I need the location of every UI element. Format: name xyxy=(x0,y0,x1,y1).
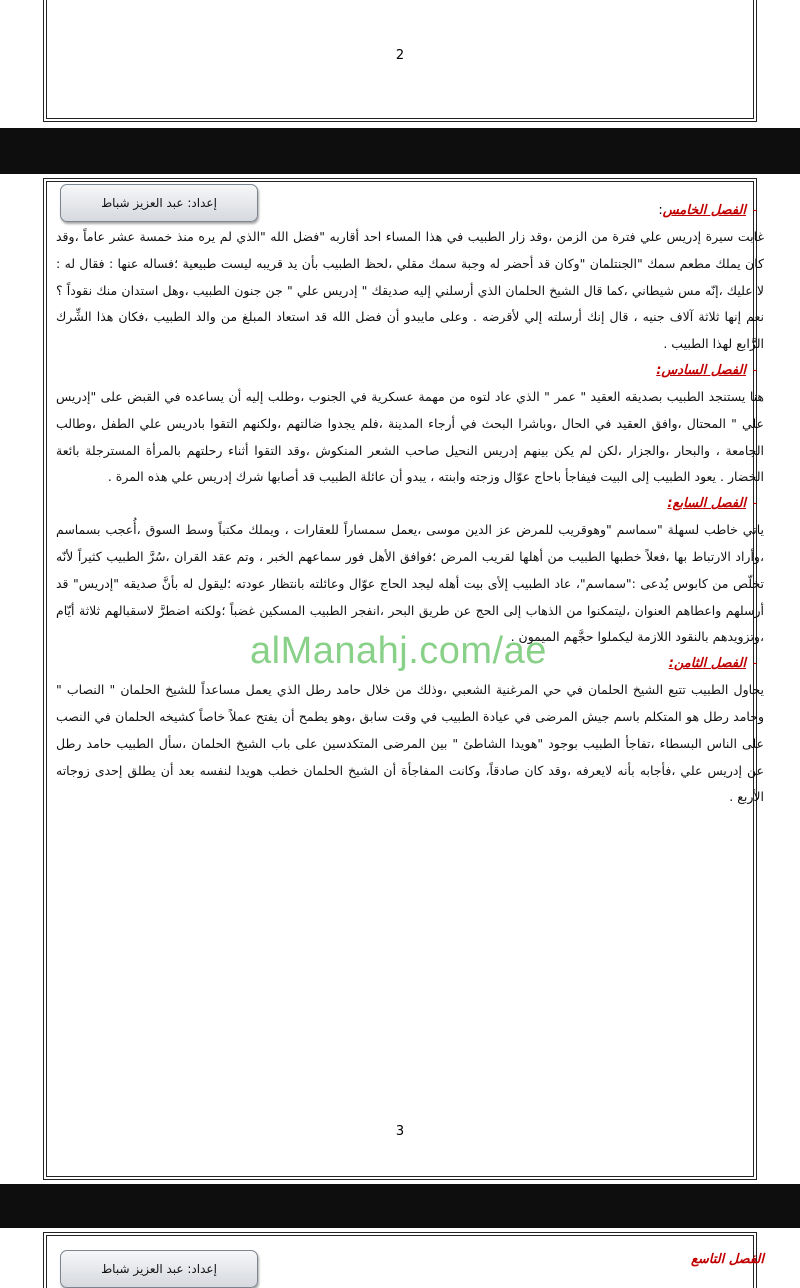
chapter-text: غابت سيرة إدريس علي فترة من الزمن ،وقد زار الطبيب في هذا المساء احد أقاربه "فضل الله "الذي لم يره منذ خمسة عشر عاماً ،وقد كان يملك مطعم سمك "الجنتلمان "وكان قد أحضر له وجبة سمك مقلي ،لحظ الطبيب بأن يد قريبه ليست طبيعية ؛فساله عنها : فقال له : لا عليك ،إنّه مس شيطاني ،كما قال الشيخ الحلمان الذي أرسلني إليه صديقك " إدريس علي " جن جنون الطبيب ،وهل استدان منك نقوداً ؟ نعم إنها ثلاثة آلاف جنيه ، قال إنك أرسلته إلي لأقرضه . وعلى مايبدو أن فضل الله قد استعاد المبلغ من والد الطبيب ،فكان هذا الشِّرك الرَّابع لهذا الطبيب . xyxy=(56,229,764,352)
chapter-heading xyxy=(56,358,764,384)
page-number: 2 xyxy=(395,48,405,63)
list-dash: - xyxy=(752,496,758,512)
chapter-title: الفصل السابع: xyxy=(667,496,746,512)
chapter-text: هنا يستنجد الطبيب بصديقه العقيد " عمر " الذي عاد لتوه من مهمة عسكرية في الجنوب ،وطلب إليه أن يساعده في القبض على "إدريس علي " المحتال ،وافق العقيد في الحال ،وباشرا البحث في أرجاء المدينة ،فلم يجدوا ضالتهم ،ولكنهم التقوا بادريس علي الطفل ،وطالب الجامعة ، والبحار ،والجزار ،لكن لم يكن بينهم إدريس النحيل صاحب الشعر المنكوش ،وقد التقوا أثناء رحلتهم بالمرأة المسترجلة بائعة الخضار . يعود الطبيب إلى البيت فيفاجأ باحاج عوّال وزجته وابنته ، يبدو أن عائلة الطبيب قد أصابها شرك إدريس علي هذه المرة . xyxy=(56,388,764,485)
chapter-text: يحاول الطبيب تتبع الشيخ الحلمان في حي المرغنية الشعبي ،وذلك من خلال حامد رطل الذي يعمل مساعداً للشيخ الحلمان " النصاب " وحامد رطل هو المتكلم باسم جيش المرضى في عيادة الطبيب في وقت سابق ،وهو يطمح أن يفتح عملاً خاصاً كشيخه الحلمان في النصب على الناس البسطاء ،تفاجأ الطبيب بوجود "هويدا الشاطئ " بين المرضى المتكدسين على باب الشيخ الحلمان ،سأل الطبيب حامد رطل عن إدريس علي ،فأجابه بأنه لايعرفه ،وقد كان صادقاً، وكانت المفاجأة أن الشيخ الحلمان خطب هويدا لنفسه بعد أن يطلق إحدى زوجاته الأربع . xyxy=(56,682,764,805)
chapter-5 xyxy=(56,198,764,358)
list-dash: - xyxy=(752,203,758,218)
author-badge: إعداد: عبد العزيز شباط xyxy=(60,1250,258,1288)
chapter-title: الفصل الخامس xyxy=(662,203,746,218)
author-badge: إعداد: عبد العزيز شباط xyxy=(60,184,258,222)
list-dash: - xyxy=(752,656,758,672)
chapter-8 xyxy=(56,651,764,811)
chapter-heading: الفصل التاسع xyxy=(690,1252,764,1267)
chapter-text: ياتي خاطب لسهلة "سماسم "وهوقريب للمرض عز الدين موسى ،يعمل سمساراً للعقارات ، ويملك مكتباً وسط السوق ،أُعجب بسماسم ،وأراد الارتباط بها ،فعلاً خطبها الطبيب من أهلها لقريب المرض ؛فوافق الأهل فور سماعهم الخبر ، وتم عقد القران ،سُرَّ الطبيب كثيراً لأنّه تخلّص من كابوس يُدعى :"سماسم"، عاد الطبيب إلأى بيت أهله ليجد الحاج عوّال وعائلته بانتظار عودته ؛ليقول له بأنَّ صديقه "إدريس" قد أرسلهم واعطاهم العنوان ،ليتمكنوا من الذهاب إلى الحج عن طريق البحر ،انفجر الطبيب المسكين غضباً ؛ولكنه اضطرَّ لاسقبالهم ثلاثة أيّام ،وتزويدهم بالنقود اللازمة ليكملوا حجَّهم الميمون . xyxy=(56,522,764,645)
page-content xyxy=(56,198,764,811)
page-2-fragment xyxy=(0,0,800,128)
page-number: 3 xyxy=(395,1124,405,1139)
page-3 xyxy=(0,174,800,1184)
chapter-heading xyxy=(56,198,764,224)
watermark: alManahj.com/ae xyxy=(250,630,547,672)
heading-colon: : xyxy=(658,203,663,218)
chapter-7 xyxy=(56,491,764,651)
list-dash: - xyxy=(752,362,758,378)
chapter-title: الفصل الثامن: xyxy=(668,656,746,672)
chapter-heading xyxy=(56,491,764,517)
page-4-fragment xyxy=(0,1228,800,1288)
chapter-6 xyxy=(56,358,764,491)
chapter-title: الفصل السادس: xyxy=(656,362,746,378)
